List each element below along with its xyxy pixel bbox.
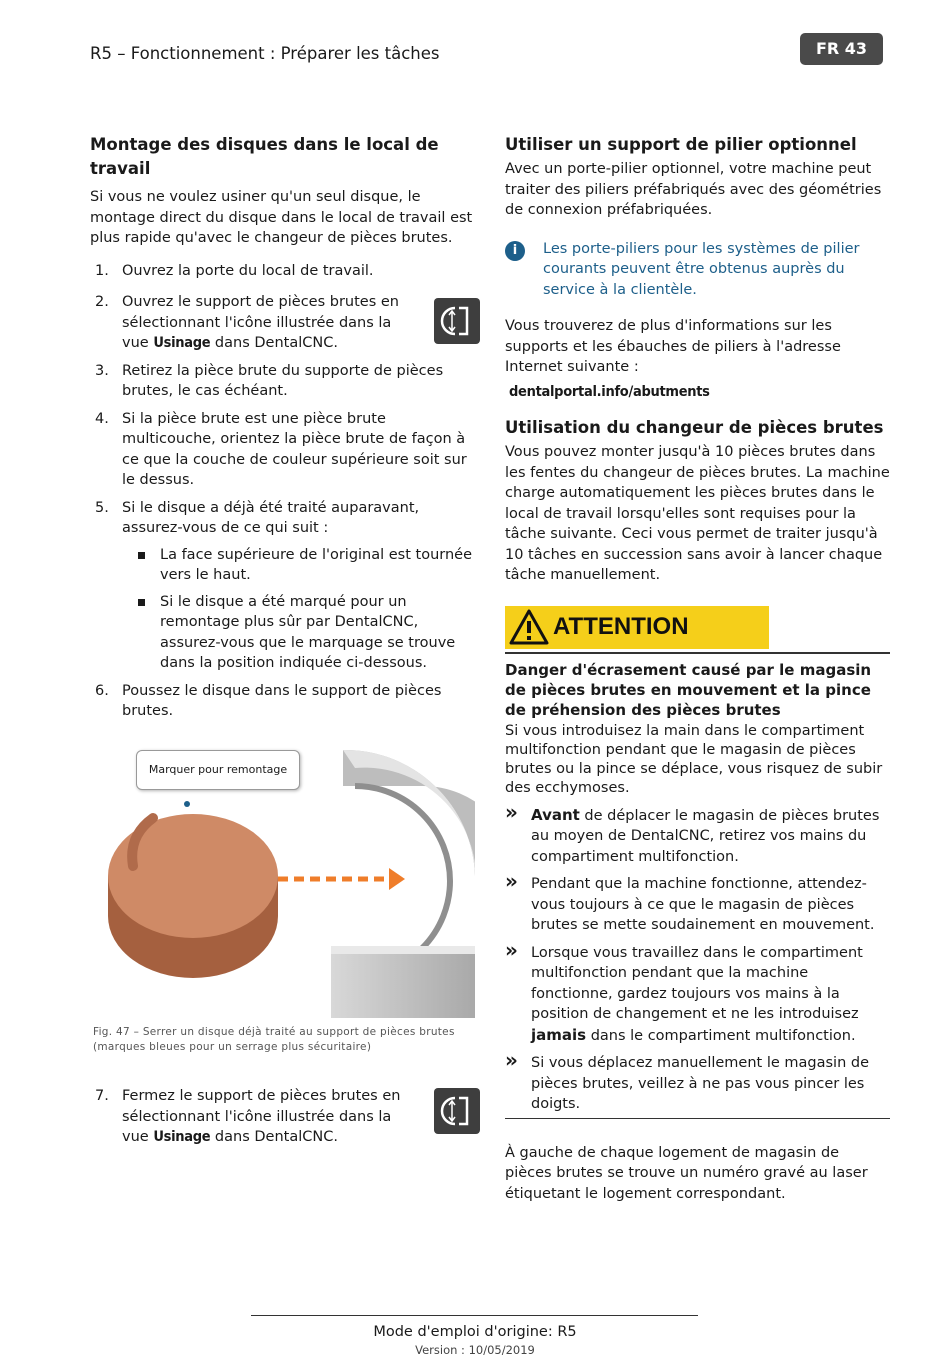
step-2 <box>90 292 480 354</box>
sub-item <box>90 592 480 674</box>
step-text: Si le disque a déjà été traité auparavant, assurez-vous de ce qui suit : <box>122 499 420 536</box>
bullet-text: de déplacer le magasin de pièces brutes au moyen de DentalCNC, retirez vos mains du compartiment multifonction. <box>531 807 880 865</box>
figure-disc-holder <box>93 746 475 1018</box>
section-heading-changer: Utilisation du changeur de pièces brutes <box>505 418 884 437</box>
attention-label: ATTENTION <box>553 612 689 640</box>
step-text-pre: Fermez le support de pièces brutes en sélectionnant l'icône illustrée dans la vue <box>122 1088 401 1145</box>
step-5 <box>90 498 480 539</box>
right-column <box>505 133 890 1204</box>
callout-label: Marquer pour remontage <box>136 750 300 790</box>
warning-end-rule <box>505 1118 890 1119</box>
step-text-post: dans DentalCNC. <box>210 335 338 351</box>
bullet-text-pre: Lorsque vous travaillez dans le compartiment multifonction pendant que la machine fonctionne, gardez toujours vos mains à la position de changement et ne les introduisez <box>531 944 863 1022</box>
step-number: 1. <box>95 262 109 279</box>
intro-paragraph: Si vous ne voulez usiner qu'un seul disque, le montage direct du disque dans le local de travail est plus rapide qu'avec le changeur de pièces brutes. <box>90 189 473 246</box>
sub-item-text: Si le disque a été marqué pour un remontage plus sûr par DentalCNC, assurez-vous que le marquage se trouve dans la position indiquée ci-dessous. <box>160 593 456 671</box>
step-text: Si la pièce brute est une pièce brute multicouche, orientez la pièce brute de façon à ce que la couche de couleur supérieure soit sur le dessus. <box>122 410 467 488</box>
info-note <box>505 239 890 301</box>
sub-item-text: La face supérieure de l'original est tournée vers le haut. <box>160 546 473 583</box>
command-usinage: Usinage <box>153 335 211 351</box>
safety-bullet <box>505 799 890 868</box>
bullet-bold: jamais <box>531 1025 587 1044</box>
step-text: Ouvrez la porte du local de travail. <box>122 262 374 279</box>
step-text-pre: Ouvrez le support de pièces brutes en sélectionnant l'icône illustrée dans la vue <box>122 294 399 351</box>
step-number: 7. <box>95 1088 109 1104</box>
double-chevron-icon: » <box>505 799 518 824</box>
step-text: Poussez le disque dans le support de pièces brutes. <box>122 682 442 719</box>
section-heading-disc-mount: Montage des disques dans le local de travail <box>90 135 439 178</box>
step-4 <box>90 409 480 491</box>
safety-bullet <box>505 937 890 1047</box>
attention-rule <box>505 652 890 654</box>
double-chevron-icon: » <box>505 1048 518 1072</box>
left-column <box>90 133 480 722</box>
step-number: 6. <box>95 682 109 699</box>
info-text: Les porte-piliers pour les systèmes de pilier courants peuvent être obtenus auprès du service à la clientèle. <box>543 240 860 298</box>
footer-version: Version : 10/05/2019 <box>415 1343 535 1357</box>
danger-title: Danger d'écrasement causé par le magasin de pièces brutes en mouvement et la pince de préhension des pièces brutes <box>505 660 872 719</box>
bullet-text: Pendant que la machine fonctionne, attendez-vous toujours à ce que le magasin de pièces brutes se mette soudainement en mouvement. <box>531 876 875 933</box>
step-text: Retirez la pièce brute du supporte de pièces brutes, le cas échéant. <box>122 362 444 399</box>
step-6 <box>90 681 480 722</box>
bullet-text-post: dans le compartiment multifonction. <box>586 1027 856 1044</box>
holder-close-icon <box>434 1088 480 1134</box>
figure-caption: Fig. 47 – Serrer un disque déjà traité au support de pièces brutes (marques bleues pour un serrage plus sécuritaire) <box>93 1026 455 1053</box>
sub-item <box>90 545 480 586</box>
safety-bullet <box>505 869 890 936</box>
step-7 <box>90 1086 480 1148</box>
danger-text: Si vous introduisez la main dans le compartiment multifonction pendant que le magasin de pièces brutes ou la pince se déplace, vous risquez de subir des ecchymoses. <box>505 722 883 796</box>
double-chevron-icon: » <box>505 937 518 962</box>
double-chevron-icon: » <box>505 869 518 893</box>
url-link[interactable]: dentalportal.info/abutments <box>509 383 710 400</box>
abutment-paragraph: Avec un porte-pilier optionnel, votre machine peut traiter des piliers préfabriqués avec des géométries de connexion préfabriquées. <box>505 161 882 218</box>
step-3 <box>90 361 480 402</box>
holder-open-icon <box>434 298 480 344</box>
square-bullet-icon <box>138 552 145 559</box>
bullet-text: Si vous déplacez manuellement le magasin de pièces brutes, veillez à ne pas vous pincer les doigts. <box>531 1055 869 1112</box>
attention-banner <box>505 606 769 649</box>
warning-triangle-icon <box>509 609 549 645</box>
safety-bullet <box>505 1048 890 1115</box>
step-number: 3. <box>95 362 109 379</box>
page-number-badge: FR 43 <box>800 33 883 65</box>
step-number: 2. <box>95 294 109 310</box>
footer-title: Mode d'emploi d'origine: R5 <box>373 1324 577 1340</box>
step-number: 5. <box>95 499 109 516</box>
section-heading-abutment: Utiliser un support de pilier optionnel <box>505 135 857 154</box>
command-usinage: Usinage <box>153 1129 211 1145</box>
step-text-post: dans DentalCNC. <box>210 1129 338 1145</box>
changer-paragraph: Vous pouvez monter jusqu'à 10 pièces brutes dans les fentes du changeur de pièces brutes. La machine charge automatiquement les pièces brutes dans le local de travail lorsqu'elles sont requises pour la tâche suivante. Ceci vous permet de traiter jusqu'à 10 tâches en succession sans avoir à lancer chaque tâche manuellement. <box>505 444 890 583</box>
footer-rule <box>251 1315 698 1316</box>
step-1 <box>90 261 480 282</box>
bullet-bold: Avant <box>531 805 580 824</box>
square-bullet-icon <box>138 599 145 606</box>
page-header-title: R5 – Fonctionnement : Préparer les tâches <box>90 44 440 63</box>
step-number: 4. <box>95 410 109 427</box>
laser-number-paragraph: À gauche de chaque logement de magasin de pièces brutes se trouve un numéro gravé au laser étiquetant le logement correspondant. <box>505 1144 868 1202</box>
more-info-paragraph: Vous trouverez de plus d'informations sur les supports et les ébauches de piliers à l'adresse Internet suivante : <box>505 318 841 375</box>
info-icon: i <box>505 241 525 261</box>
